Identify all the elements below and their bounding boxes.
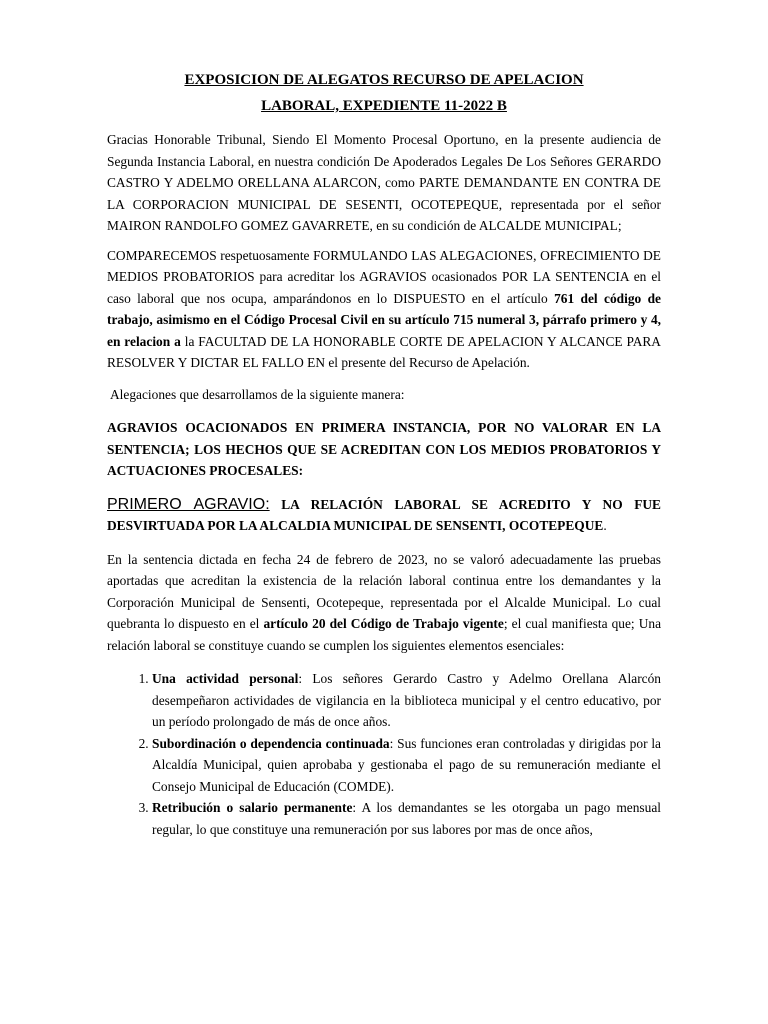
sentencia-text-1: En la sentencia dictada en fecha 24 de febrero de 2023, no se valoró adecuadamente las pruebas aportadas que acreditan la existencia de la relación laboral continua entre los demandantes y la Corporación Municipal de Sensenti, Ocotepeque, representada por el Alcalde Municipal. Lo cual quebranta lo dispuesto en el xyxy=(107,551,661,631)
primer-agravio-text: LA RELACIÓN LABORAL SE ACREDITO Y NO FUE DESVIRTUADA POR LA ALCALDIA MUNICIPAL DE SENSENTI, OCOTEPEQUE xyxy=(107,496,661,533)
sentencia-text-2: ; el cual manifiesta que; Una relación laboral se constituye cuando se cumplen los siguientes elementos esenciales: xyxy=(107,616,662,653)
list-item-text: : Los señores Gerardo Castro y Adelmo Orellana Alarcón desempeñaron actividades de vigilancia en la biblioteca municipal y el centro educativo, por un período prolongado de más de once años. xyxy=(152,671,662,729)
list-item xyxy=(152,668,661,733)
comparecemos-legal-reference: 761 del código de trabajo, asimismo en el Código Procesal Civil en su artículo 715 numeral 3, párrafo primero y 4, en relacion a xyxy=(107,290,662,349)
list-item-text: : Sus funciones eran controladas y dirigidas por la Alcaldía Municipal, quien aprobaba y gestionaba el pago de su remuneración mediante el Consejo Municipal de Educación (COMDE). xyxy=(152,735,661,794)
sentencia-paragraph xyxy=(107,549,661,657)
list-item-title: Retribución o salario permanente xyxy=(152,800,353,815)
comparecemos-paragraph xyxy=(107,245,661,374)
agravios-heading: AGRAVIOS OCACIONADOS EN PRIMERA INSTANCIA, POR NO VALORAR EN LA SENTENCIA; LOS HECHOS QUE SE ACREDITAN CON LOS MEDIOS PROBATORIOS Y ACTUACIONES PROCESALES: xyxy=(107,420,661,478)
document-title-line-2: LABORAL, EXPEDIENTE 11-2022 B xyxy=(261,98,507,114)
primer-agravio-end: . xyxy=(603,518,607,533)
comparecemos-text-2: la FACULTAD DE LA HONORABLE CORTE DE APELACION Y ALCANCE PARA RESOLVER Y DICTAR EL FALLO EN el presente del Recurso de Apelación. xyxy=(107,333,661,370)
document-body xyxy=(107,67,661,840)
primer-agravio-paragraph xyxy=(107,494,661,537)
list-item-text: : A los demandantes se les otorgaba un pago mensual regular, lo que constituye una remuneración por sus labores por mas de once años, xyxy=(152,800,662,837)
list-item-title: Una actividad personal xyxy=(152,671,299,686)
list-item xyxy=(152,797,661,840)
alegaciones-line: Alegaciones que desarrollamos de la siguiente manera: xyxy=(110,386,405,402)
comparecemos-text-1: COMPARECEMOS respetuosamente FORMULANDO LAS ALEGACIONES, OFRECIMIENTO DE MEDIOS PROBATORIOS para acreditar los AGRAVIOS ocasionados POR LA SENTENCIA en el caso laboral que nos ocupa, amparándonos en lo DISPUESTO en el artículo xyxy=(107,247,661,306)
elementos-list xyxy=(107,668,661,840)
list-item-title: Subordinación o dependencia continuada xyxy=(152,735,390,751)
sentencia-legal-reference: artículo 20 del Código de Trabajo vigente xyxy=(263,616,504,631)
document-title-line-1: EXPOSICION DE ALEGATOS RECURSO DE APELACION xyxy=(184,72,584,88)
primer-agravio-label: PRIMERO AGRAVIO: xyxy=(107,495,270,513)
list-item xyxy=(152,733,661,798)
intro-paragraph: Gracias Honorable Tribunal, Siendo El Momento Procesal Oportuno, en la presente audiencia de Segunda Instancia Laboral, en nuestra condición De Apoderados Legales De Los Señores GERARDO CASTRO Y ADELMO ORELLANA ALARCON, como PARTE DEMANDANTE EN CONTRA DE LA CORPORACION MUNICIPAL DE SESENTI, OCOTEPEQUE, representada por el señor MAIRON RANDOLFO GOMEZ GAVARRETE, en su condición de ALCALDE MUNICIPAL; xyxy=(107,132,661,233)
